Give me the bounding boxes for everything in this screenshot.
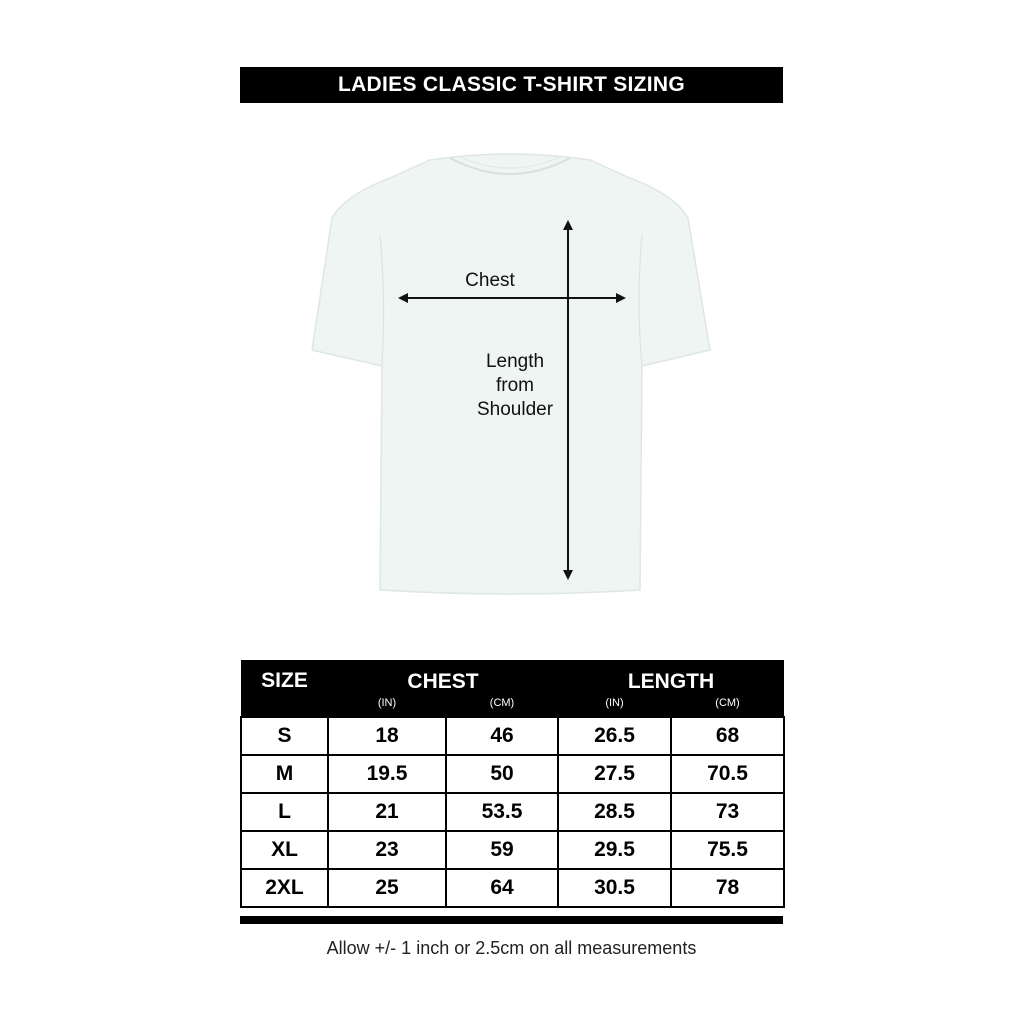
cell-chest-in: 25 <box>328 869 446 907</box>
cell-chest-cm: 64 <box>446 869 558 907</box>
size-chart-table <box>240 660 785 908</box>
table-row <box>241 793 784 831</box>
length-label-line: Shoulder <box>476 399 554 420</box>
table-row <box>241 717 784 755</box>
t-shirt-diagram <box>300 150 720 610</box>
header-length: LENGTH <box>558 660 784 694</box>
length-label-line: from <box>496 375 534 396</box>
cell-length-in: 26.5 <box>558 717 671 755</box>
header-chest: CHEST <box>328 660 558 694</box>
cell-chest-in: 19.5 <box>328 755 446 793</box>
page-title: LADIES CLASSIC T-SHIRT SIZING <box>240 67 783 103</box>
header-size: SIZE <box>241 660 328 717</box>
cell-length-cm: 78 <box>671 869 784 907</box>
cell-length-cm: 70.5 <box>671 755 784 793</box>
cell-chest-cm: 50 <box>446 755 558 793</box>
measurement-note: Allow +/- 1 inch or 2.5cm on all measurements <box>326 938 697 958</box>
cell-chest-cm: 53.5 <box>446 793 558 831</box>
cell-length-cm: 73 <box>671 793 784 831</box>
length-label <box>450 350 580 422</box>
cell-chest-in: 18 <box>328 717 446 755</box>
cell-size: M <box>241 755 328 793</box>
cell-chest-cm: 59 <box>446 831 558 869</box>
cell-size: 2XL <box>241 869 328 907</box>
cell-size: L <box>241 793 328 831</box>
cell-size: S <box>241 717 328 755</box>
table-row <box>241 831 784 869</box>
table-row <box>241 869 784 907</box>
cell-length-cm: 75.5 <box>671 831 784 869</box>
cell-chest-cm: 46 <box>446 717 558 755</box>
unit-chest-in: (IN) <box>328 694 446 717</box>
unit-chest-cm: (CM) <box>446 694 558 717</box>
cell-length-cm: 68 <box>671 717 784 755</box>
cell-length-in: 30.5 <box>558 869 671 907</box>
cell-length-in: 27.5 <box>558 755 671 793</box>
chest-label: Chest <box>465 270 515 291</box>
cell-chest-in: 21 <box>328 793 446 831</box>
table-bottom-bar <box>240 916 783 924</box>
cell-length-in: 29.5 <box>558 831 671 869</box>
unit-length-cm: (CM) <box>671 694 784 717</box>
cell-length-in: 28.5 <box>558 793 671 831</box>
cell-size: XL <box>241 831 328 869</box>
cell-chest-in: 23 <box>328 831 446 869</box>
table-row <box>241 755 784 793</box>
length-label-line: Length <box>485 351 545 372</box>
unit-length-in: (IN) <box>558 694 671 717</box>
